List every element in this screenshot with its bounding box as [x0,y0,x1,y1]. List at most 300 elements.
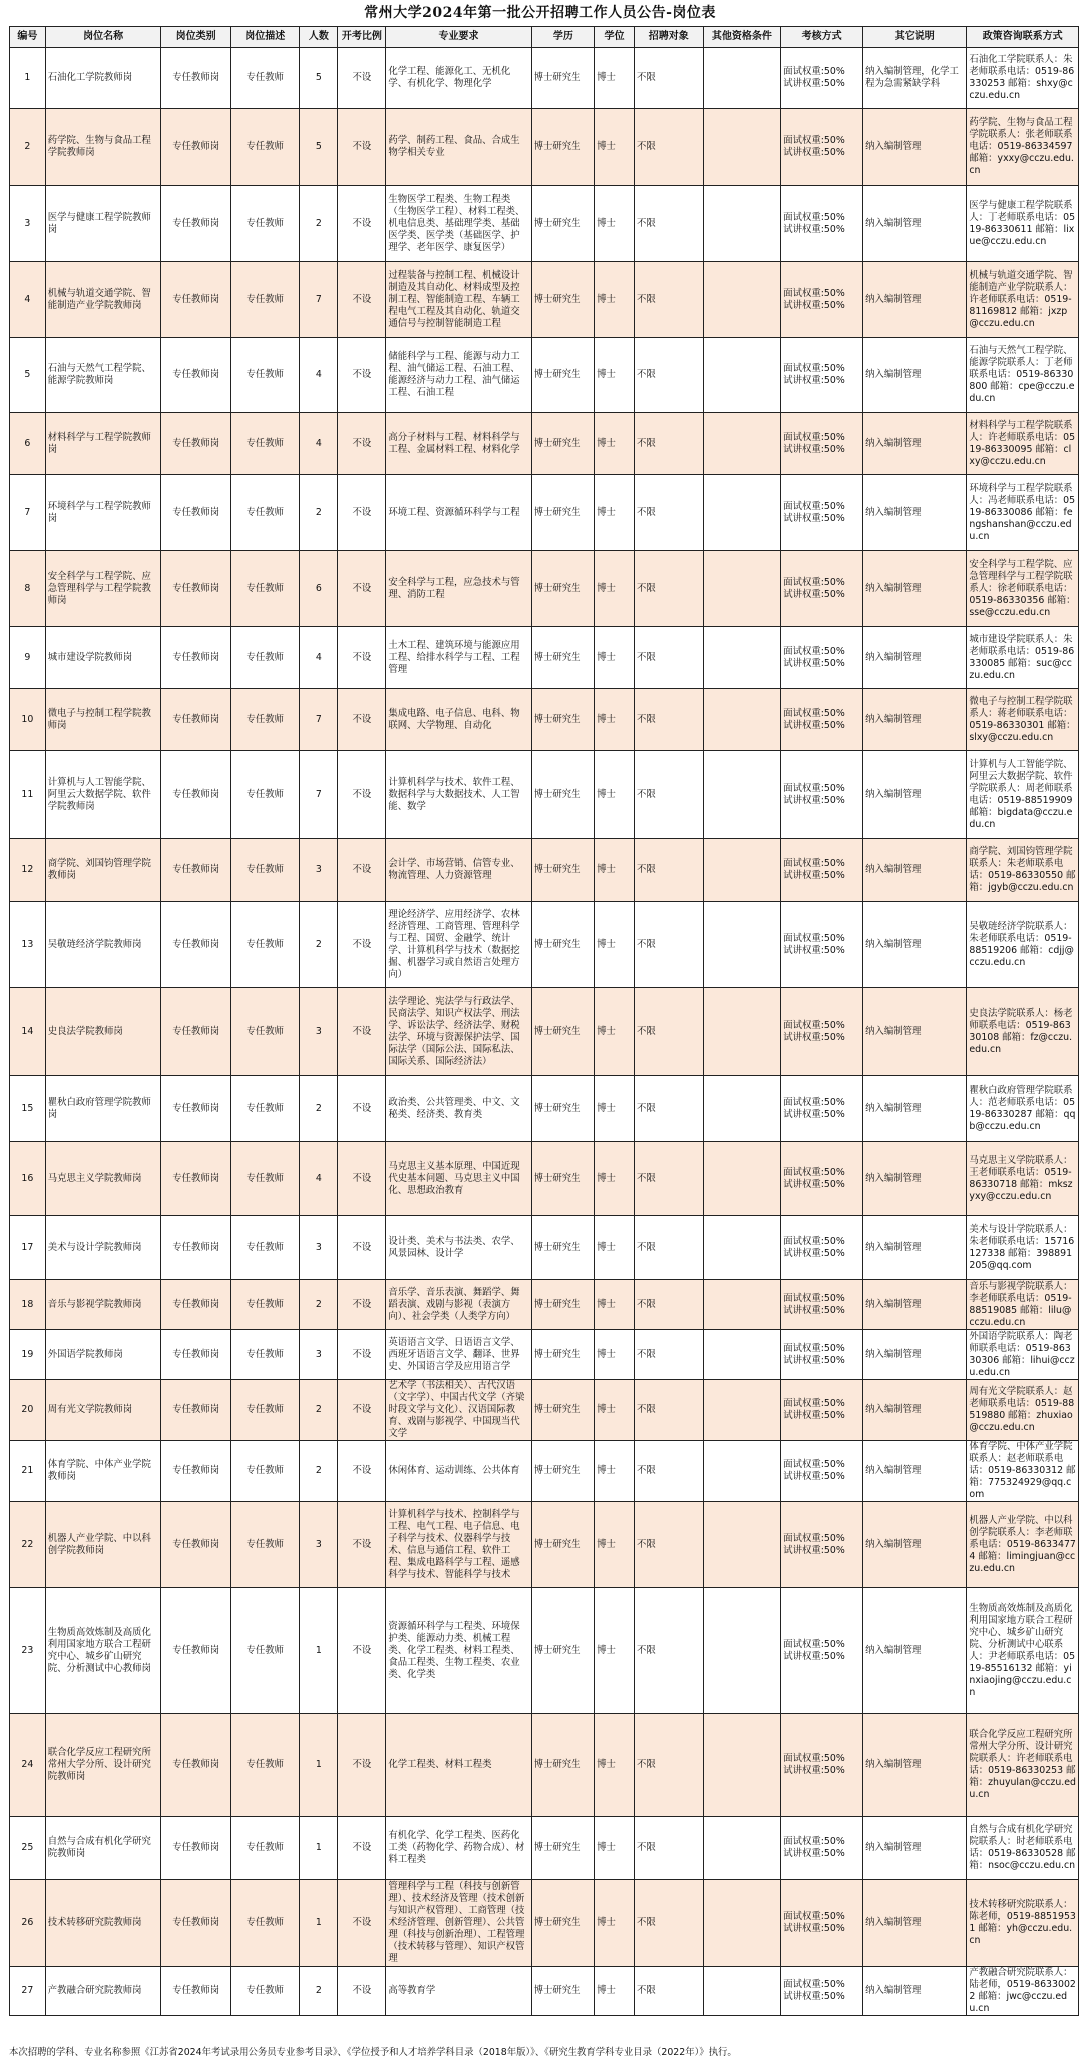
table-row [10,1441,1079,1502]
cell-id: 25 [10,1817,46,1880]
cell-other-conditions [703,1967,781,2016]
cell-ratio: 不设 [338,988,386,1076]
cell-note: 纳入编制管理 [863,109,967,186]
cell-major: 高分子材料与工程、材料科学与工程、金属材料工程、材料化学 [386,413,531,475]
table-row [10,48,1079,109]
cell-count: 2 [300,1967,338,2016]
cell-assessment: 面试权重:50% 试讲权重:50% [781,338,863,413]
cell-degree: 博士 [595,1588,635,1714]
cell-description: 专任教师 [230,475,300,551]
cell-category: 专任教师岗 [161,413,231,475]
cell-contact: 医学与健康工程学院联系人：丁老师联系电话：0519-86330611 邮箱：lixue@cczu.edu.cn [967,186,1079,262]
cell-id: 7 [10,475,46,551]
cell-target: 不限 [634,1588,703,1714]
cell-category: 专任教师岗 [161,988,231,1076]
table-row [10,551,1079,627]
cell-note: 纳入编制管理 [863,751,967,839]
cell-count: 7 [300,751,338,839]
table-row [10,1967,1079,2016]
table-row [10,262,1079,338]
table-row [10,1142,1079,1216]
cell-education: 博士研究生 [531,988,594,1076]
cell-degree: 博士 [595,1967,635,2016]
cell-assessment: 面试权重:50% 试讲权重:50% [781,1280,863,1330]
cell-note: 纳入编制管理 [863,1142,967,1216]
cell-education: 博士研究生 [531,1216,594,1280]
cell-other-conditions [703,1076,781,1142]
cell-target: 不限 [634,1441,703,1502]
cell-description: 专任教师 [230,1588,300,1714]
cell-position-name: 机械与轨道交通学院、智能制造产业学院教师岗 [45,262,161,338]
cell-id: 21 [10,1441,46,1502]
cell-ratio: 不设 [338,1076,386,1142]
cell-contact: 联合化学反应工程研究所常州大学分所、设计研究院联系人：许老师联系电话：0519-86330253 邮箱：zhuyulan@cczu.edu.cn [967,1714,1079,1817]
cell-other-conditions [703,1714,781,1817]
cell-count: 2 [300,1380,338,1441]
table-row [10,1714,1079,1817]
cell-ratio: 不设 [338,1280,386,1330]
cell-other-conditions [703,551,781,627]
column-header: 考核方式 [781,27,863,48]
cell-education: 博士研究生 [531,475,594,551]
cell-assessment: 面试权重:50% 试讲权重:50% [781,988,863,1076]
cell-education: 博士研究生 [531,1588,594,1714]
cell-position-name: 计算机与人工智能学院、阿里云大数据学院、软件学院教师岗 [45,751,161,839]
cell-major: 土木工程、建筑环境与能源应用工程、给排水科学与工程、工程管理 [386,627,531,689]
cell-ratio: 不设 [338,1380,386,1441]
cell-major: 马克思主义基本原理、中国近现代史基本问题、马克思主义中国化、思想政治教育 [386,1142,531,1216]
cell-category: 专任教师岗 [161,1330,231,1380]
cell-target: 不限 [634,1714,703,1817]
cell-description: 专任教师 [230,109,300,186]
cell-target: 不限 [634,1380,703,1441]
cell-major: 药学、制药工程、食品、合成生物学相关专业 [386,109,531,186]
cell-ratio: 不设 [338,1441,386,1502]
cell-education: 博士研究生 [531,902,594,988]
cell-description: 专任教师 [230,186,300,262]
cell-assessment: 面试权重:50% 试讲权重:50% [781,839,863,902]
cell-target: 不限 [634,109,703,186]
cell-degree: 博士 [595,627,635,689]
cell-id: 14 [10,988,46,1076]
cell-degree: 博士 [595,1216,635,1280]
footer-note: 本次招聘的学科、专业名称参照《江苏省2024年考试录用公务员专业参考目录》、《学位授予和人才培养学科目录（2018年版）》、《研究生教育学科专业目录（2022年）》执行。 [9,2047,737,2058]
column-header: 人数 [300,27,338,48]
cell-education: 博士研究生 [531,48,594,109]
cell-ratio: 不设 [338,1817,386,1880]
cell-description: 专任教师 [230,48,300,109]
table-header-row [10,27,1079,48]
cell-category: 专任教师岗 [161,186,231,262]
cell-id: 16 [10,1142,46,1216]
cell-note: 纳入编制管理 [863,475,967,551]
cell-degree: 博士 [595,1076,635,1142]
cell-degree: 博士 [595,1280,635,1330]
cell-other-conditions [703,338,781,413]
cell-ratio: 不设 [338,627,386,689]
cell-note: 纳入编制管理 [863,1280,967,1330]
cell-contact: 微电子与控制工程学院联系人：蒋老师联系电话：0519-86330301 邮箱：slxy@cczu.edu.cn [967,689,1079,751]
cell-assessment: 面试权重:50% 试讲权重:50% [781,1817,863,1880]
cell-other-conditions [703,1142,781,1216]
cell-count: 4 [300,1142,338,1216]
cell-id: 27 [10,1967,46,2016]
table-row [10,1880,1079,1967]
cell-degree: 博士 [595,338,635,413]
cell-note: 纳入编制管理 [863,186,967,262]
cell-assessment: 面试权重:50% 试讲权重:50% [781,186,863,262]
column-header: 开考比例 [338,27,386,48]
cell-count: 1 [300,1880,338,1967]
column-header: 编号 [10,27,46,48]
cell-other-conditions [703,262,781,338]
cell-ratio: 不设 [338,109,386,186]
cell-contact: 材料科学与工程学院联系人：许老师联系电话：0519-86330095 邮箱：clxy@cczu.edu.cn [967,413,1079,475]
cell-degree: 博士 [595,902,635,988]
cell-category: 专任教师岗 [161,1967,231,2016]
cell-target: 不限 [634,1076,703,1142]
cell-assessment: 面试权重:50% 试讲权重:50% [781,1880,863,1967]
cell-education: 博士研究生 [531,1142,594,1216]
cell-id: 26 [10,1880,46,1967]
cell-description: 专任教师 [230,1330,300,1380]
column-header: 招聘对象 [634,27,703,48]
cell-position-name: 联合化学反应工程研究所常州大学分所、设计研究院教师岗 [45,1714,161,1817]
cell-major: 环境工程、资源循环科学与工程 [386,475,531,551]
cell-assessment: 面试权重:50% 试讲权重:50% [781,1502,863,1588]
cell-ratio: 不设 [338,1502,386,1588]
cell-degree: 博士 [595,1714,635,1817]
cell-major: 英语语言文学、日语语言文学、西班牙语语言文学、翻译、世界史、外国语言学及应用语言学 [386,1330,531,1380]
cell-count: 4 [300,413,338,475]
cell-id: 17 [10,1216,46,1280]
cell-assessment: 面试权重:50% 试讲权重:50% [781,1330,863,1380]
cell-degree: 博士 [595,1441,635,1502]
cell-position-name: 史良法学院教师岗 [45,988,161,1076]
cell-count: 3 [300,1502,338,1588]
cell-other-conditions [703,1280,781,1330]
table-row [10,1330,1079,1380]
table-row [10,1076,1079,1142]
cell-count: 5 [300,109,338,186]
cell-degree: 博士 [595,1817,635,1880]
cell-category: 专任教师岗 [161,627,231,689]
cell-count: 2 [300,902,338,988]
cell-target: 不限 [634,627,703,689]
table-row [10,1588,1079,1714]
cell-note: 纳入编制管理 [863,902,967,988]
table-row [10,338,1079,413]
cell-education: 博士研究生 [531,1076,594,1142]
cell-assessment: 面试权重:50% 试讲权重:50% [781,1076,863,1142]
cell-id: 13 [10,902,46,988]
cell-note: 纳入编制管理 [863,627,967,689]
cell-assessment: 面试权重:50% 试讲权重:50% [781,1441,863,1502]
cell-category: 专任教师岗 [161,902,231,988]
cell-count: 1 [300,1714,338,1817]
cell-description: 专任教师 [230,413,300,475]
page-title: 常州大学2024年第一批公开招聘工作人员公告-岗位表 [364,5,716,21]
cell-assessment: 面试权重:50% 试讲权重:50% [781,1142,863,1216]
cell-education: 博士研究生 [531,1441,594,1502]
cell-target: 不限 [634,551,703,627]
cell-target: 不限 [634,1880,703,1967]
cell-degree: 博士 [595,475,635,551]
cell-description: 专任教师 [230,1502,300,1588]
cell-count: 2 [300,1280,338,1330]
cell-major: 计算机科学与技术、软件工程、数据科学与大数据技术、人工智能、数学 [386,751,531,839]
cell-ratio: 不设 [338,1216,386,1280]
cell-assessment: 面试权重:50% 试讲权重:50% [781,1380,863,1441]
cell-position-name: 商学院、刘国钧管理学院教师岗 [45,839,161,902]
cell-degree: 博士 [595,1142,635,1216]
table-row [10,751,1079,839]
table-row [10,1502,1079,1588]
cell-id: 5 [10,338,46,413]
column-header: 岗位描述 [230,27,300,48]
cell-count: 5 [300,48,338,109]
cell-category: 专任教师岗 [161,1280,231,1330]
cell-id: 23 [10,1588,46,1714]
table-row [10,109,1079,186]
cell-degree: 博士 [595,262,635,338]
cell-category: 专任教师岗 [161,839,231,902]
cell-assessment: 面试权重:50% 试讲权重:50% [781,551,863,627]
cell-contact: 石油化工学院联系人：朱老师联系电话：0519-86330253 邮箱：shxy@cczu.edu.cn [967,48,1079,109]
cell-other-conditions [703,1330,781,1380]
cell-major: 高等教育学 [386,1967,531,2016]
cell-contact: 音乐与影视学院联系人：李老师联系电话：0519-88519085 邮箱：lilu@cczu.edu.cn [967,1280,1079,1330]
cell-category: 专任教师岗 [161,1817,231,1880]
cell-note: 纳入编制管理 [863,689,967,751]
cell-ratio: 不设 [338,1588,386,1714]
cell-contact: 自然与合成有机化学研究院联系人：时老师联系电话：0519-86330528 邮箱：nsoc@cczu.edu.cn [967,1817,1079,1880]
cell-description: 专任教师 [230,262,300,338]
cell-count: 6 [300,551,338,627]
cell-category: 专任教师岗 [161,1714,231,1817]
cell-major: 管理科学与工程（科技与创新管理）、技术经济及管理（技术创新与知识产权管理）、工商管理（技术经济管理、创新管理）、公共管理（科技与创新治理）、工程管理（技术转移与管理）、知识产权管理 [386,1880,531,1967]
cell-id: 8 [10,551,46,627]
cell-category: 专任教师岗 [161,262,231,338]
cell-ratio: 不设 [338,751,386,839]
cell-assessment: 面试权重:50% 试讲权重:50% [781,262,863,338]
cell-degree: 博士 [595,48,635,109]
cell-position-name: 美术与设计学院教师岗 [45,1216,161,1280]
cell-degree: 博士 [595,1380,635,1441]
positions-table [9,26,1079,2016]
cell-position-name: 技术转移研究院教师岗 [45,1880,161,1967]
cell-target: 不限 [634,1142,703,1216]
cell-position-name: 材料科学与工程学院教师岗 [45,413,161,475]
cell-other-conditions [703,186,781,262]
column-header: 岗位类别 [161,27,231,48]
cell-major: 有机化学、化学工程类、医药化工类（药物化学、药物合成）、材料工程类 [386,1817,531,1880]
cell-count: 2 [300,1441,338,1502]
cell-note: 纳入编制管理，化学工程为急需紧缺学科 [863,48,967,109]
cell-position-name: 周有光文学院教师岗 [45,1380,161,1441]
cell-other-conditions [703,1441,781,1502]
cell-position-name: 环境科学与工程学院教师岗 [45,475,161,551]
cell-ratio: 不设 [338,186,386,262]
column-header: 政策咨询联系方式 [967,27,1079,48]
cell-category: 专任教师岗 [161,1588,231,1714]
cell-contact: 周有光文学院联系人：赵老师联系电话：0519-88519880 邮箱：zhuxiao@cczu.edu.cn [967,1380,1079,1441]
cell-note: 纳入编制管理 [863,338,967,413]
cell-major: 政治类、公共管理类、中文、文秘类、经济类、教育类 [386,1076,531,1142]
cell-description: 专任教师 [230,988,300,1076]
cell-position-name: 微电子与控制工程学院教师岗 [45,689,161,751]
cell-category: 专任教师岗 [161,1880,231,1967]
cell-position-name: 体育学院、中体产业学院教师岗 [45,1441,161,1502]
cell-count: 7 [300,689,338,751]
cell-position-name: 音乐与影视学院教师岗 [45,1280,161,1330]
cell-target: 不限 [634,338,703,413]
cell-id: 18 [10,1280,46,1330]
cell-position-name: 石油与天然气工程学院、能源学院教师岗 [45,338,161,413]
cell-assessment: 面试权重:50% 试讲权重:50% [781,413,863,475]
cell-other-conditions [703,627,781,689]
cell-other-conditions [703,1880,781,1967]
cell-target: 不限 [634,262,703,338]
table-row [10,186,1079,262]
cell-id: 20 [10,1380,46,1441]
cell-category: 专任教师岗 [161,1216,231,1280]
cell-contact: 马克思主义学院联系人：王老师联系电话：0519-86330718 邮箱：mkszyxy@cczu.edu.cn [967,1142,1079,1216]
cell-count: 1 [300,1817,338,1880]
cell-description: 专任教师 [230,902,300,988]
cell-assessment: 面试权重:50% 试讲权重:50% [781,689,863,751]
cell-count: 2 [300,1076,338,1142]
cell-category: 专任教师岗 [161,109,231,186]
cell-contact: 石油与天然气工程学院、能源学院联系人：丁老师联系电话：0519-86330800 邮箱：cpe@cczu.edu.cn [967,338,1079,413]
cell-education: 博士研究生 [531,109,594,186]
cell-position-name: 医学与健康工程学院教师岗 [45,186,161,262]
cell-education: 博士研究生 [531,1880,594,1967]
cell-target: 不限 [634,839,703,902]
cell-category: 专任教师岗 [161,1142,231,1216]
cell-assessment: 面试权重:50% 试讲权重:50% [781,1714,863,1817]
cell-contact: 技术转移研究院联系人：陈老师，0519-88519531 邮箱：yh@cczu.edu.cn [967,1880,1079,1967]
table-row [10,689,1079,751]
column-header: 其他资格条件 [703,27,781,48]
table-row [10,839,1079,902]
cell-note: 纳入编制管理 [863,1588,967,1714]
cell-other-conditions [703,1588,781,1714]
table-body [10,48,1079,2016]
cell-ratio: 不设 [338,48,386,109]
cell-target: 不限 [634,689,703,751]
cell-education: 博士研究生 [531,689,594,751]
cell-major: 资源循环科学与工程类、环境保护类、能源动力类、机械工程类、化学工程类、材料工程类、食品工程类、生物工程类、农业类、化学类 [386,1588,531,1714]
cell-count: 7 [300,262,338,338]
cell-target: 不限 [634,413,703,475]
cell-major: 化学工程类、材料工程类 [386,1714,531,1817]
cell-target: 不限 [634,1216,703,1280]
cell-other-conditions [703,751,781,839]
cell-contact: 机械与轨道交通学院、智能制造产业学院联系人：许老师联系电话：0519-81169812 邮箱：jxzp@cczu.edu.cn [967,262,1079,338]
cell-position-name: 生物质高效炼制及高质化利用国家地方联合工程研究中心、城乡矿山研究院、分析测试中心教师岗 [45,1588,161,1714]
cell-target: 不限 [634,1967,703,2016]
cell-ratio: 不设 [338,413,386,475]
cell-description: 专任教师 [230,1142,300,1216]
cell-position-name: 马克思主义学院教师岗 [45,1142,161,1216]
cell-assessment: 面试权重:50% 试讲权重:50% [781,475,863,551]
cell-position-name: 安全科学与工程学院、应急管理科学与工程学院教师岗 [45,551,161,627]
cell-other-conditions [703,1817,781,1880]
cell-contact: 产教融合研究院联系人：陆老师，0519-86330022 邮箱：jwc@cczu.edu.cn [967,1967,1079,2016]
cell-other-conditions [703,413,781,475]
cell-note: 纳入编制管理 [863,1502,967,1588]
cell-category: 专任教师岗 [161,551,231,627]
cell-degree: 博士 [595,751,635,839]
table-row [10,1216,1079,1280]
cell-description: 专任教师 [230,1714,300,1817]
cell-degree: 博士 [595,109,635,186]
cell-target: 不限 [634,48,703,109]
cell-ratio: 不设 [338,1142,386,1216]
cell-contact: 机器人产业学院、中以科创学院联系人：李老师联系电话：0519-86334774 邮箱：limingjuan@cczu.edu.cn [967,1502,1079,1588]
cell-count: 3 [300,988,338,1076]
cell-contact: 药学院、生物与食品工程学院联系人：张老师联系电话：0519-86334597 邮箱：yxxy@cczu.edu.cn [967,109,1079,186]
cell-count: 3 [300,1216,338,1280]
cell-ratio: 不设 [338,902,386,988]
column-header: 学历 [531,27,594,48]
cell-count: 4 [300,627,338,689]
cell-degree: 博士 [595,689,635,751]
cell-position-name: 自然与合成有机化学研究院教师岗 [45,1817,161,1880]
cell-note: 纳入编制管理 [863,1216,967,1280]
cell-assessment: 面试权重:50% 试讲权重:50% [781,902,863,988]
cell-description: 专任教师 [230,1216,300,1280]
cell-target: 不限 [634,186,703,262]
cell-id: 1 [10,48,46,109]
cell-count: 4 [300,338,338,413]
table-row [10,413,1079,475]
cell-ratio: 不设 [338,1880,386,1967]
cell-major: 艺术学（书法相关）、古代汉语（文字学）、中国古代文学（齐梁时段文学与文化）、汉语国际教育、戏剧与影视学、中国现当代文学 [386,1380,531,1441]
cell-category: 专任教师岗 [161,475,231,551]
cell-degree: 博士 [595,839,635,902]
cell-contact: 吴敬琏经济学院联系人：朱老师联系电话：0519-88519206 邮箱：cdjj@cczu.edu.cn [967,902,1079,988]
cell-description: 专任教师 [230,1280,300,1330]
cell-id: 19 [10,1330,46,1380]
cell-target: 不限 [634,751,703,839]
table-row [10,627,1079,689]
cell-category: 专任教师岗 [161,1076,231,1142]
cell-count: 2 [300,186,338,262]
cell-other-conditions [703,839,781,902]
cell-description: 专任教师 [230,1076,300,1142]
cell-note: 纳入编制管理 [863,1441,967,1502]
cell-contact: 生物质高效炼制及高质化利用国家地方联合工程研究中心、城乡矿山研究院、分析测试中心联系人：尹老师联系电话：0519-85516132 邮箱：yinxiaojing@cczu.edu.cn [967,1588,1079,1714]
cell-other-conditions [703,988,781,1076]
table-row [10,1280,1079,1330]
cell-education: 博士研究生 [531,1330,594,1380]
cell-description: 专任教师 [230,338,300,413]
cell-note: 纳入编制管理 [863,1076,967,1142]
cell-other-conditions [703,109,781,186]
cell-description: 专任教师 [230,751,300,839]
cell-position-name: 瞿秋白政府管理学院教师岗 [45,1076,161,1142]
cell-note: 纳入编制管理 [863,988,967,1076]
cell-description: 专任教师 [230,1380,300,1441]
cell-position-name: 吴敬琏经济学院教师岗 [45,902,161,988]
cell-contact: 瞿秋白政府管理学院联系人：范老师联系电话：0519-86330287 邮箱：qqb@cczu.edu.cn [967,1076,1079,1142]
cell-count: 2 [300,475,338,551]
cell-education: 博士研究生 [531,1714,594,1817]
cell-major: 计算机科学与技术、控制科学与工程、电气工程、电子信息、电子科学与技术、仪器科学与技术、信息与通信工程、软件工程、集成电路科学与工程、遥感科学与技术、智能科学与技术 [386,1502,531,1588]
cell-note: 纳入编制管理 [863,839,967,902]
